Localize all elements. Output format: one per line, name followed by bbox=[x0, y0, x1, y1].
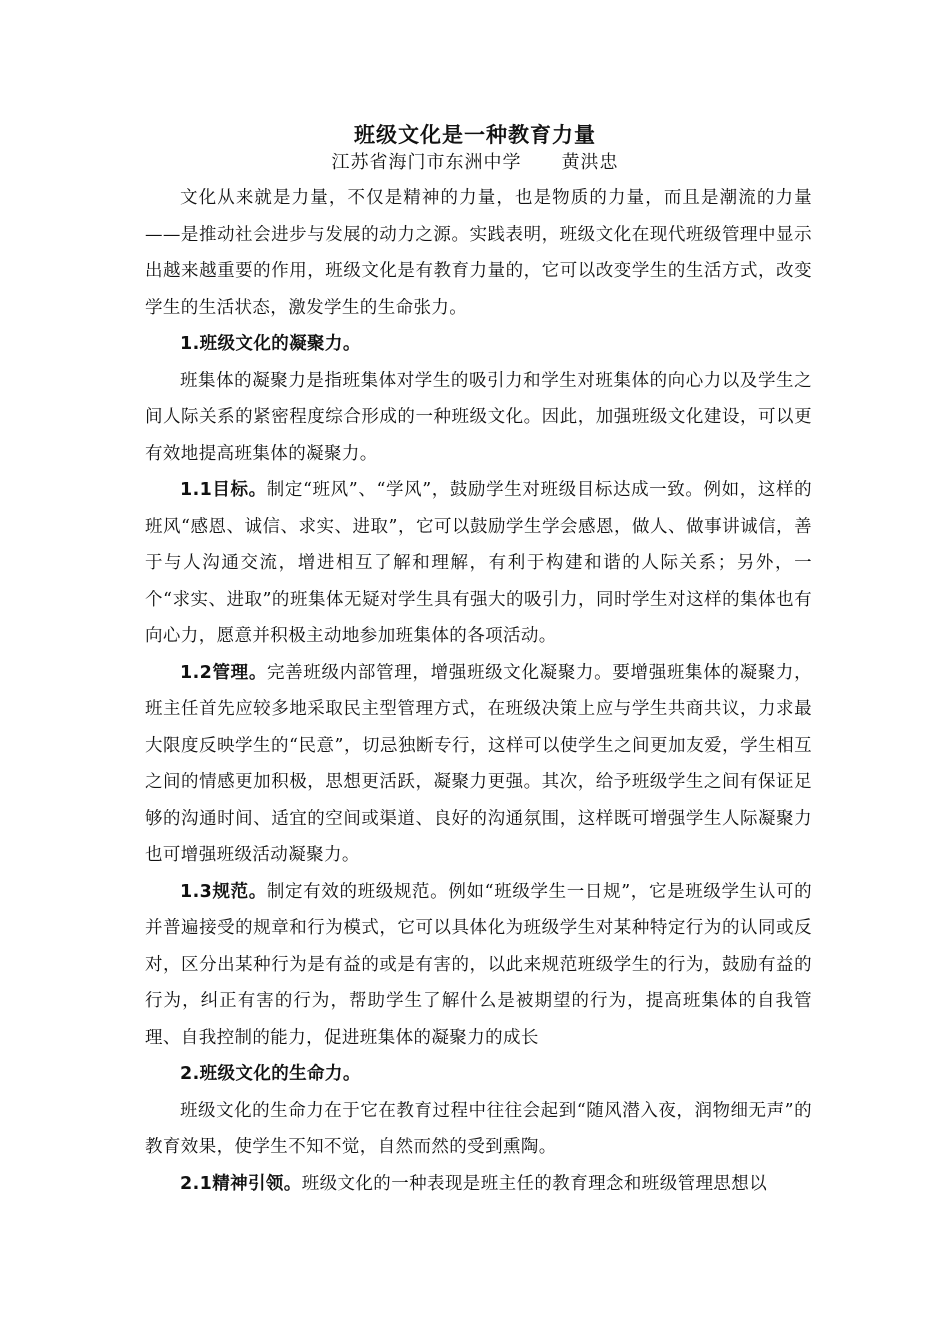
author-name: 黄洪忠 bbox=[561, 152, 619, 173]
section-1-heading: 1.班级文化的凝聚力。 bbox=[180, 334, 361, 354]
section-1-1-text: 制定“班风”、“学风”，鼓励学生对班级目标达成一致。例如，这样的班风“感恩、诚信、求实、进取”，它可以鼓励学生学会感恩，做人、做事讲诚信，善于与人沟通交流，增进相互了解和理解，有利于构建和谐的人际关系；另外，一个“求实、进取”的班集体无疑对学生具有强大的吸引力，同时学生对这样的集体也有向心力，愿意并积极主动地参加班集体的各项活动。 bbox=[145, 480, 812, 646]
section-1-2-text: 完善班级内部管理，增强班级文化凝聚力。要增强班集体的凝聚力，班主任首先应较多地采取民主型管理方式，在班级决策上应与学生共商共议，力求最大限度反映学生的“民意”，切忌独断专行，这样可以使学生之间更加友爱，学生相互之间的情感更加积极，思想更活跃，凝聚力更强。其次，给予班级学生之间有保证足够的沟通时间、适宜的空间或渠道、良好的沟通氛围，这样既可增强学生人际凝聚力也可增强班级活动凝聚力。 bbox=[145, 662, 813, 865]
section-1-2-paragraph bbox=[145, 655, 812, 874]
school-name: 江苏省海门市东洲中学 bbox=[331, 152, 522, 173]
section-2-1-paragraph bbox=[145, 1166, 812, 1203]
section-1-paragraph: 班集体的凝聚力是指班集体对学生的吸引力和学生对班集体的向心力以及学生之间人际关系的紧密程度综合形成的一种班级文化。因此，加强班级文化建设，可以更有效地提高班集体的凝聚力。 bbox=[145, 370, 812, 464]
section-1-3-label: 1.3规范。 bbox=[180, 881, 267, 902]
intro-paragraph: 文化从来就是力量，不仅是精神的力量，也是物质的力量，而且是潮流的力量——是推动社会进步与发展的动力之源。实践表明，班级文化在现代班级管理中显示出越来越重要的作用，班级文化是有教育力量的，它可以改变学生的生活方式，改变学生的生活状态，激发学生的生命张力。 bbox=[145, 188, 812, 318]
author-line bbox=[0, 150, 950, 176]
section-2-1-label: 2.1精神引领。 bbox=[180, 1173, 302, 1194]
document-body bbox=[145, 180, 812, 1202]
section-2-paragraph: 班级文化的生命力在于它在教育过程中往往会起到“随风潜入夜，润物细无声”的教育效果，使学生不知不觉，自然而然的受到熏陶。 bbox=[145, 1100, 812, 1157]
section-2-1-text: 班级文化的一种表现是班主任的教育理念和班级管理思想以 bbox=[301, 1173, 768, 1194]
section-1-3-paragraph bbox=[145, 874, 812, 1057]
section-2-heading: 2.班级文化的生命力。 bbox=[180, 1064, 361, 1084]
section-1-1-paragraph bbox=[145, 472, 812, 655]
section-1-2-label: 1.2管理。 bbox=[180, 662, 268, 683]
document-header bbox=[0, 120, 950, 176]
section-1-1-label: 1.1目标。 bbox=[180, 480, 267, 500]
section-1-3-text: 制定有效的班级规范。例如“班级学生一日规”，它是班级学生认可的并普遍接受的规章和行为模式，它可以具体化为班级学生对某种特定行为的认同或反对，区分出某种行为是有益的或是有害的，以此来规范班级学生的行为，鼓励有益的行为，纠正有害的行为，帮助学生了解什么是被期望的行为，提高班集体的自我管理、自我控制的能力，促进班集体的凝聚力的成长 bbox=[145, 881, 813, 1048]
document-title: 班级文化是一种教育力量 bbox=[354, 123, 596, 147]
